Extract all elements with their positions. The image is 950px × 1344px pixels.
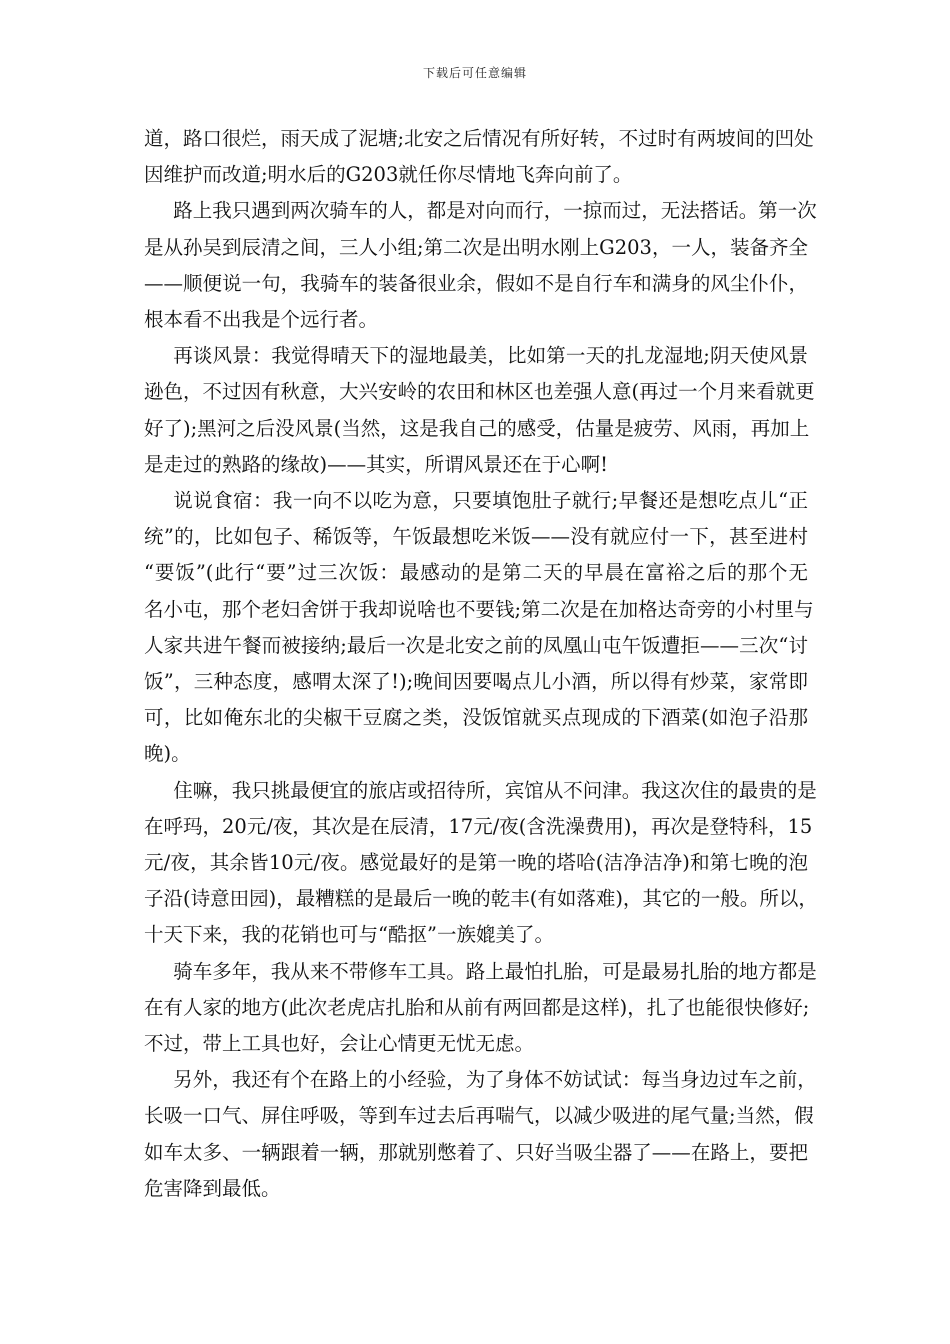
paragraph-line: ——顺便说一句，我骑车的装备很业余，假如不是自行车和满身的风尘仆仆， [144, 271, 808, 295]
paragraph-line: 十天下来，我的花销也可与“酷抠”一族媲美了。 [144, 923, 554, 947]
paragraph [144, 1062, 817, 1207]
paragraph-line: 好了);黑河之后没风景(当然，这是我自己的感受，估量是疲劳、风雨，再加上 [144, 416, 810, 440]
paragraph-line: 元/夜，其余皆10元/夜。感觉最好的是第一晚的塔哈(洁净洁净)和第七晚的泡 [144, 851, 808, 875]
paragraph-line: 骑车多年，我从来不带修车工具。路上最怕扎胎，可是最易扎胎的地方都是 [173, 959, 817, 983]
paragraph [144, 338, 815, 483]
paragraph [144, 483, 814, 773]
paragraph-line: 是从孙吴到辰清之间，三人小组;第二次是出明水刚上G203，一人，装备齐全 [144, 235, 808, 259]
paragraph-line: 道，路口很烂，雨天成了泥塘;北安之后情况有所好转，不过时有两坡间的凹处 [144, 127, 814, 150]
paragraph-line: 因维护而改道;明水后的G203就任你尽情地飞奔向前了。 [144, 163, 633, 187]
paragraph-line: 如车太多、一辆跟着一辆，那就别憋着了、只好当吸尘器了——在路上，要把 [144, 1140, 808, 1164]
paragraph-line: “要饭”(此行“要”过三次饭：最感动的是第二天的早晨在富裕之后的那个无 [144, 561, 808, 585]
paragraph-line: 住嘛，我只挑最便宜的旅店或招待所，宾馆从不问津。我这次住的最贵的是 [173, 778, 817, 802]
document-body [144, 121, 818, 1207]
paragraph [144, 773, 818, 954]
paragraph [144, 954, 817, 1063]
paragraph-line: 说说食宿：我一向不以吃为意，只要填饱肚子就行;早餐还是想吃点儿“正 [173, 489, 808, 513]
paragraph-line: 在有人家的地方(此次老虎店扎胎和从前有两回都是这样)，扎了也能很快修好; [144, 995, 810, 1019]
paragraph-line: 危害降到最低。 [144, 1176, 281, 1200]
paragraph-line: 在呼玛，20元/夜，其次是在辰清，17元/夜(含洗澡费用)，再次是登特科，15 [144, 814, 813, 838]
paragraph-line: 晚)。 [144, 742, 191, 766]
paragraph-line: 可，比如俺东北的尖椒干豆腐之类，没饭馆就买点现成的下酒菜(如泡子沿那 [144, 706, 808, 730]
page-header: 下载后可任意编辑 [422, 66, 527, 80]
paragraph-line: 统”的，比如包子、稀饭等，午饭最想吃米饭——没有就应付一下，甚至进村 [144, 525, 808, 549]
paragraph-line: 再谈风景：我觉得晴天下的湿地最美，比如第一天的扎龙湿地;阴天使风景 [173, 344, 808, 368]
paragraph [144, 121, 814, 193]
paragraph [144, 193, 817, 338]
paragraph-line: 名小屯，那个老妇舍饼于我却说啥也不要钱;第二次是在加格达奇旁的小村里与 [144, 597, 814, 621]
paragraph-line: 饭”，三种态度，感喟太深了!);晚间因要喝点儿小酒，所以得有炒菜，家常即 [144, 670, 808, 694]
paragraph-line: 根本看不出我是个远行者。 [144, 308, 379, 332]
paragraph-line: 人家共进午餐而被接纳;最后一次是北安之前的凤凰山屯午饭遭拒——三次“讨 [144, 633, 808, 657]
paragraph-line: 路上我只遇到两次骑车的人，都是对向而行，一掠而过，无法搭话。第一次 [173, 199, 817, 223]
paragraph-line: 另外，我还有个在路上的小经验，为了身体不妨试试：每当身边过车之前， [173, 1068, 817, 1092]
paragraph-line: 不过，带上工具也好，会让心情更无忧无虑。 [144, 1032, 535, 1056]
paragraph-line: 子沿(诗意田园)，最糟糕的是最后一晚的乾丰(有如落难)，其它的一般。所以， [144, 887, 818, 911]
paragraph-line: 逊色，不过因有秋意，大兴安岭的农田和林区也差强人意(再过一个月来看就更 [144, 380, 815, 404]
paragraph-line: 是走过的熟路的缘故)——其实，所谓风景还在于心啊! [144, 452, 608, 476]
paragraph-line: 长吸一口气、屏住呼吸，等到车过去后再喘气，以减少吸进的尾气量;当然，假 [144, 1104, 814, 1128]
